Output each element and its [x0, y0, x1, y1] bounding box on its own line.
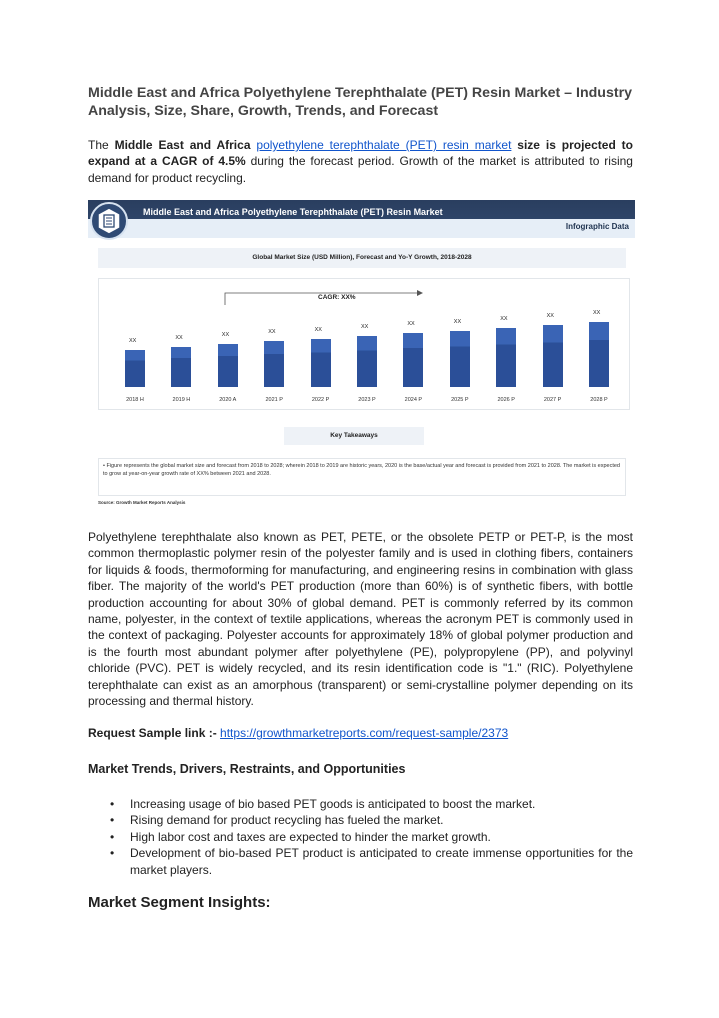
chart-bar — [496, 328, 516, 387]
infographic-title: Middle East and Africa Polyethylene Terephthalate (PET) Resin Market — [143, 207, 443, 217]
bar-chart — [98, 278, 630, 410]
chart-bar — [218, 344, 238, 387]
x-tick-label: 2026 P — [497, 397, 515, 403]
bullet-icon: • — [110, 813, 115, 828]
bar-data-label: XX — [221, 332, 230, 339]
chart-bar — [357, 336, 377, 387]
document-icon — [90, 202, 128, 240]
bar-data-label: XX — [593, 309, 601, 316]
bar-data-label: XX — [407, 321, 415, 328]
x-tick-label: 2021 P — [265, 397, 283, 403]
chart-title: Global Market Size (USD Million), Forecast and Yo-Y Growth, 2018-2028 — [98, 248, 626, 268]
list-item: • High labor cost and taxes are expected to hinder the market growth. — [110, 829, 491, 844]
bar-data-label: XX — [175, 334, 183, 341]
bullet-icon: • — [110, 829, 115, 844]
infographic-note-text: Figure represents the global market size and forecast from 2018 to 2028; wherein 2018 to 2019 are historic years, 2020 is the base/actual year and forecast is provided from 2021 to 2028. The market is expected to grow at year-on-year growth rate of XX% between 2021 and 2028. — [103, 463, 620, 477]
bar-data-label: XX — [268, 329, 276, 336]
infographic-subtitle: Infographic Data — [565, 222, 629, 231]
cagr-label: CAGR: XX% — [318, 294, 356, 301]
intro-paragraph — [88, 137, 633, 186]
infographic-header — [88, 200, 635, 238]
x-tick-label: 2019 H — [172, 397, 191, 403]
chart-bar — [589, 322, 609, 387]
x-tick-label: 2028 P — [590, 397, 608, 403]
x-tick-label: 2023 P — [358, 397, 376, 403]
x-tick-label: 2020 A — [219, 397, 237, 403]
infographic-source: Source: Growth Market Reports Analysis — [98, 500, 186, 505]
list-item: • Development of bio-based PET product is anticipated to create immense opportunities for the market players. — [110, 846, 633, 877]
chart-bar — [543, 325, 563, 387]
chart-bar — [450, 331, 470, 387]
bar-data-label: XX — [500, 315, 508, 322]
bar-data-label: XX — [453, 318, 462, 325]
chart-bar — [311, 339, 331, 387]
bar-data-label: XX — [546, 313, 554, 320]
x-tick-label: 2025 P — [451, 397, 469, 403]
chart-bar — [125, 350, 145, 387]
chart-bar — [264, 341, 284, 387]
x-tick-label: 2022 P — [311, 397, 330, 403]
trends-list — [88, 796, 633, 878]
x-tick-label: 2024 P — [404, 397, 423, 403]
chart-bar — [403, 333, 423, 387]
x-tick-label: 2018 H — [126, 397, 144, 403]
body-paragraph: Polyethylene terephthalate also known as PET, PETE, or the obsolete PETP or PET-P, is the most common thermoplastic polymer resin of the polyester family and is used in clothing fibers, containers for liquids & foods, thermoforming for manufacturing, and engineering resins in combination with glass fiber. The majority of the world's PET production (more than 60%) is of synthetic fibers, with bottle production accounting for about 30% of global demand. PET is commonly referred by its common name, polyester, in the context of textile applications, whereas the acronym PET is commonly used in the context of packaging. Polyester accounts for approximately 18% of global polymer production and is the fourth most abundant polymer after polyethylene (PE), polypropylene (PP), and polyvinyl chloride (PVC). PET is widely recycled, and its resin identification code is "1." (RIC). Polyethylene terephthalate can exist as an amorphous (transparent) or semi-crystalline polymer depending on its processing and thermal history. — [88, 530, 633, 709]
request-sample-link[interactable]: https://growthmarketreports.com/request-sample/2373 — [220, 726, 509, 740]
intro-bold-1: Middle East and Africa — [114, 138, 251, 152]
list-item: • Rising demand for product recycling has fueled the market. — [110, 813, 444, 828]
intro-text-1: The — [88, 138, 115, 152]
chart-bar — [171, 347, 191, 387]
infographic-subheader — [88, 219, 635, 238]
infographic — [88, 200, 635, 512]
infographic-note: • Figure represents the global market size and forecast from 2018 to 2028; wherein 2018 to 2019 are historic years, 2020 is the base/actual year and forecast is provided from 2021 to 2028. The market is expected to grow at year-on-year growth rate of XX% between 2021 and 2028. — [98, 458, 626, 496]
x-tick-label: 2027 P — [543, 397, 562, 403]
intro-text-2: during the forecast period. Growth of the market is attributed to rising demand for product recycling. — [88, 154, 633, 185]
pet-market-link[interactable]: polyethylene terephthalate (PET) resin market — [256, 138, 512, 152]
request-sample — [88, 726, 508, 740]
bullet-icon: • — [110, 797, 115, 811]
document-title: Middle East and Africa Polyethylene Terephthalate (PET) Resin Market – Industry Analysis, Size, Share, Growth, Trends, and Forecast — [88, 85, 632, 119]
key-takeaways-label: Key Takeaways — [284, 427, 424, 445]
bullet-icon: • — [110, 846, 115, 861]
bar-data-label: XX — [361, 324, 369, 330]
intro-bold-2: size is projected to expand at a CAGR of 4.5% — [88, 138, 633, 169]
segment-heading: Market Segment Insights: — [88, 894, 271, 911]
request-sample-label: Request Sample link :- — [88, 726, 217, 740]
bar-data-label: XX — [129, 337, 137, 344]
list-item: • Increasing usage of bio based PET goods is anticipated to boost the market. — [110, 797, 536, 811]
trends-heading: Market Trends, Drivers, Restraints, and Opportunities — [88, 762, 406, 776]
bar-data-label: XX — [314, 326, 322, 333]
